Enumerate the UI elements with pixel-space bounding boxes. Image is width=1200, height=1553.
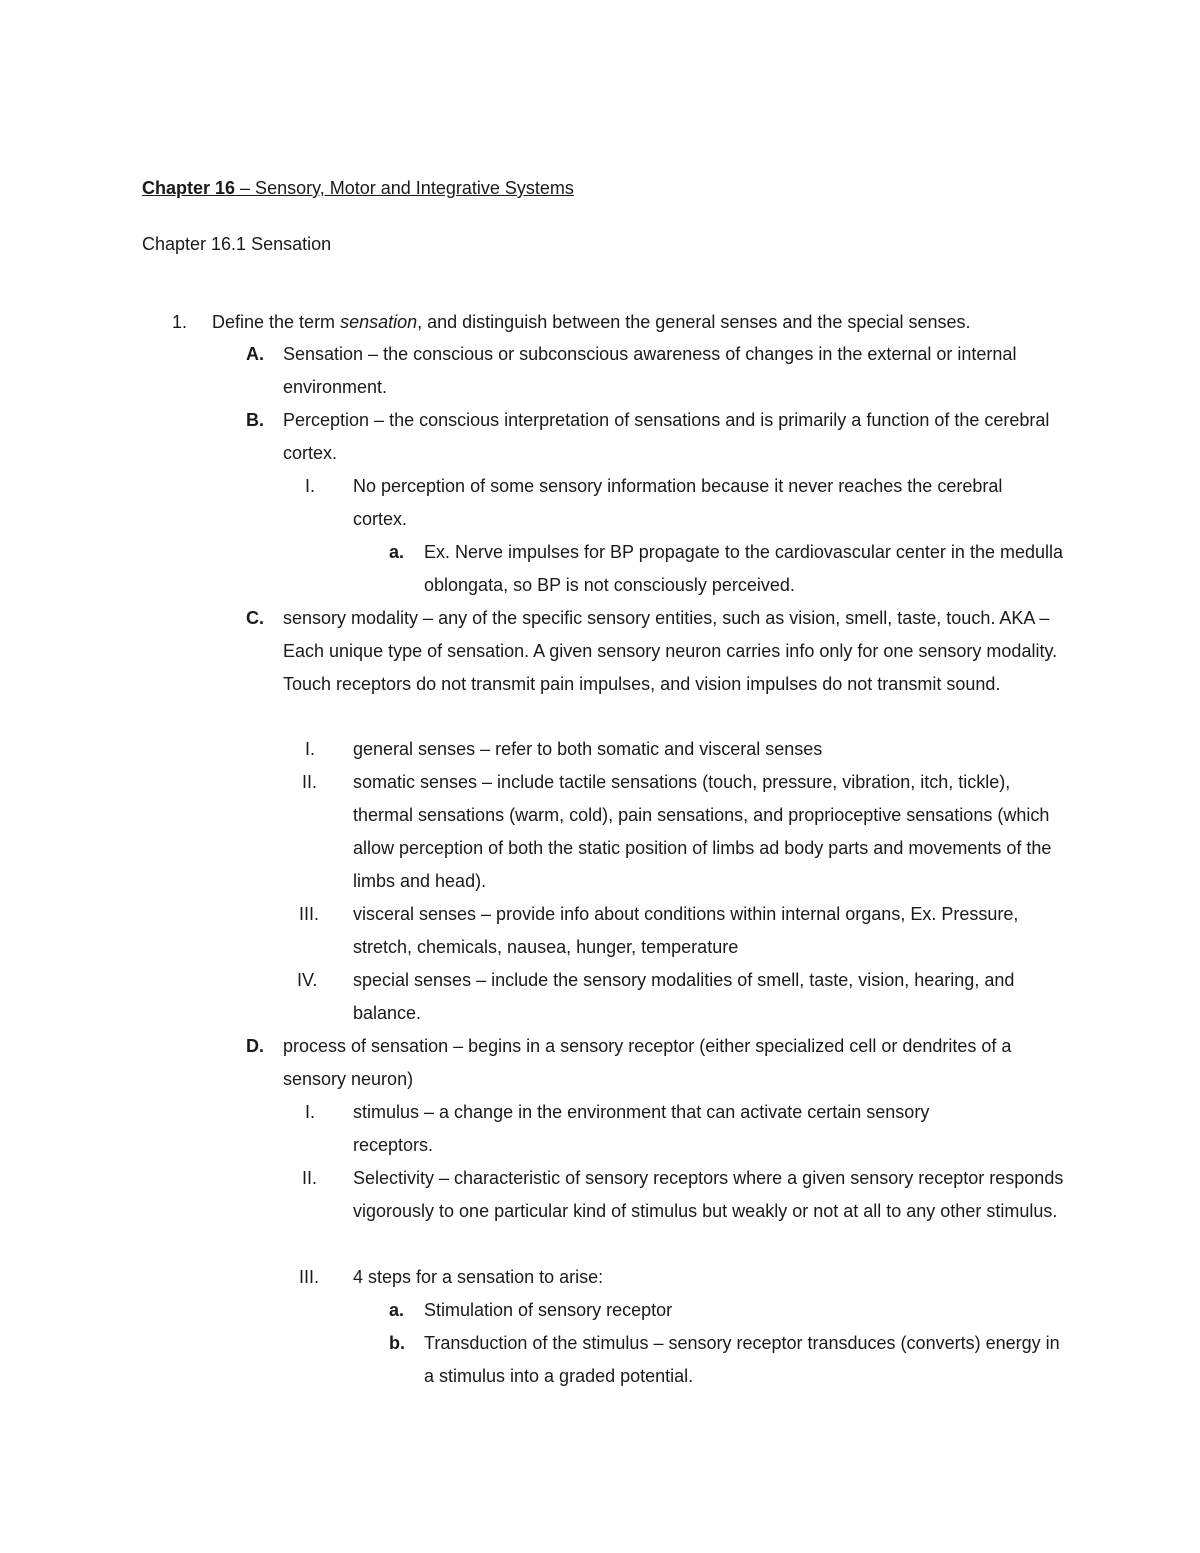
item-c-ii-marker: II. [302, 772, 318, 792]
item-d-iii-marker: III. [299, 1267, 320, 1287]
item-d-ii-marker: II. [302, 1168, 318, 1188]
item-d-i-marker: I. [305, 1102, 316, 1122]
section-subtitle: Chapter 16.1 Sensation [142, 234, 332, 254]
item-c-iv-marker: IV. [297, 970, 318, 990]
item-b-i-text: No perception of some sensory information because it never reaches the cerebral cortex. [353, 476, 1003, 529]
item-c-iv-text: special senses – include the sensory modalities of smell, taste, vision, hearing, and balance. [353, 970, 1015, 1023]
q1-text: Define the term sensation, and distinguish between the general senses and the special senses. [212, 312, 971, 332]
item-b-marker: B. [246, 410, 264, 430]
item-d-iii-text: 4 steps for a sensation to arise: [353, 1267, 604, 1287]
item-c-iii-text: visceral senses – provide info about conditions within internal organs, Ex. Pressure, stretch, chemicals, nausea, hunger, temperature [353, 904, 1019, 957]
item-b-i-a-text: Ex. Nerve impulses for BP propagate to the cardiovascular center in the medulla oblongata, so BP is not consciously perceived. [424, 542, 1063, 595]
item-c-text: sensory modality – any of the specific sensory entities, such as vision, smell, taste, touch. AKA – Each unique type of sensation. A given sensory neuron carries info only for one sensory modality. Touch receptors do not transmit pain impulses, and vision impulses do not transmit sound. [283, 608, 1058, 694]
item-d-marker: D. [246, 1036, 264, 1056]
item-b-i-marker: I. [305, 476, 316, 496]
item-c-ii-text: somatic senses – include tactile sensations (touch, pressure, vibration, itch, tickle), thermal sensations (warm, cold), pain sensations, and proprioceptive sensations (which allow perception of both the static position of limbs ad body parts and movements of the limbs and head). [353, 772, 1052, 891]
item-b-i-a-marker: a. [389, 542, 405, 562]
item-c-i-marker: I. [305, 739, 316, 759]
item-d-iii-a-marker: a. [389, 1300, 405, 1320]
chapter-title-rest: – Sensory, Motor and Integrative Systems [235, 178, 574, 198]
item-d-ii-text: Selectivity – characteristic of sensory receptors where a given sensory receptor responds vigorously to one particular kind of stimulus but weakly or not at all to any other stimulus. [353, 1168, 1064, 1221]
item-d-iii-b-text: Transduction of the stimulus – sensory receptor transduces (converts) energy in a stimulus into a graded potential. [424, 1333, 1060, 1386]
item-c-i-text: general senses – refer to both somatic and visceral senses [353, 739, 823, 759]
item-d-text: process of sensation – begins in a sensory receptor (either specialized cell or dendrites of a sensory neuron) [283, 1036, 1012, 1089]
item-a-text: Sensation – the conscious or subconscious awareness of changes in the external or internal environment. [283, 344, 1017, 397]
item-c-iii-marker: III. [299, 904, 320, 924]
chapter-title [142, 176, 574, 200]
item-d-iii-b-marker: b. [389, 1333, 405, 1353]
q1-term: sensation [340, 312, 418, 332]
item-d-i-text: stimulus – a change in the environment that can activate certain sensory receptors. [353, 1102, 930, 1155]
item-d-iii-a-text: Stimulation of sensory receptor [424, 1300, 673, 1320]
item-b-text: Perception – the conscious interpretation of sensations and is primarily a function of the cerebral cortex. [283, 410, 1050, 463]
item-a-marker: A. [246, 344, 264, 364]
chapter-title-bold: Chapter 16 [142, 178, 236, 198]
q1-marker: 1. [172, 312, 188, 332]
item-c-marker: C. [246, 608, 264, 628]
